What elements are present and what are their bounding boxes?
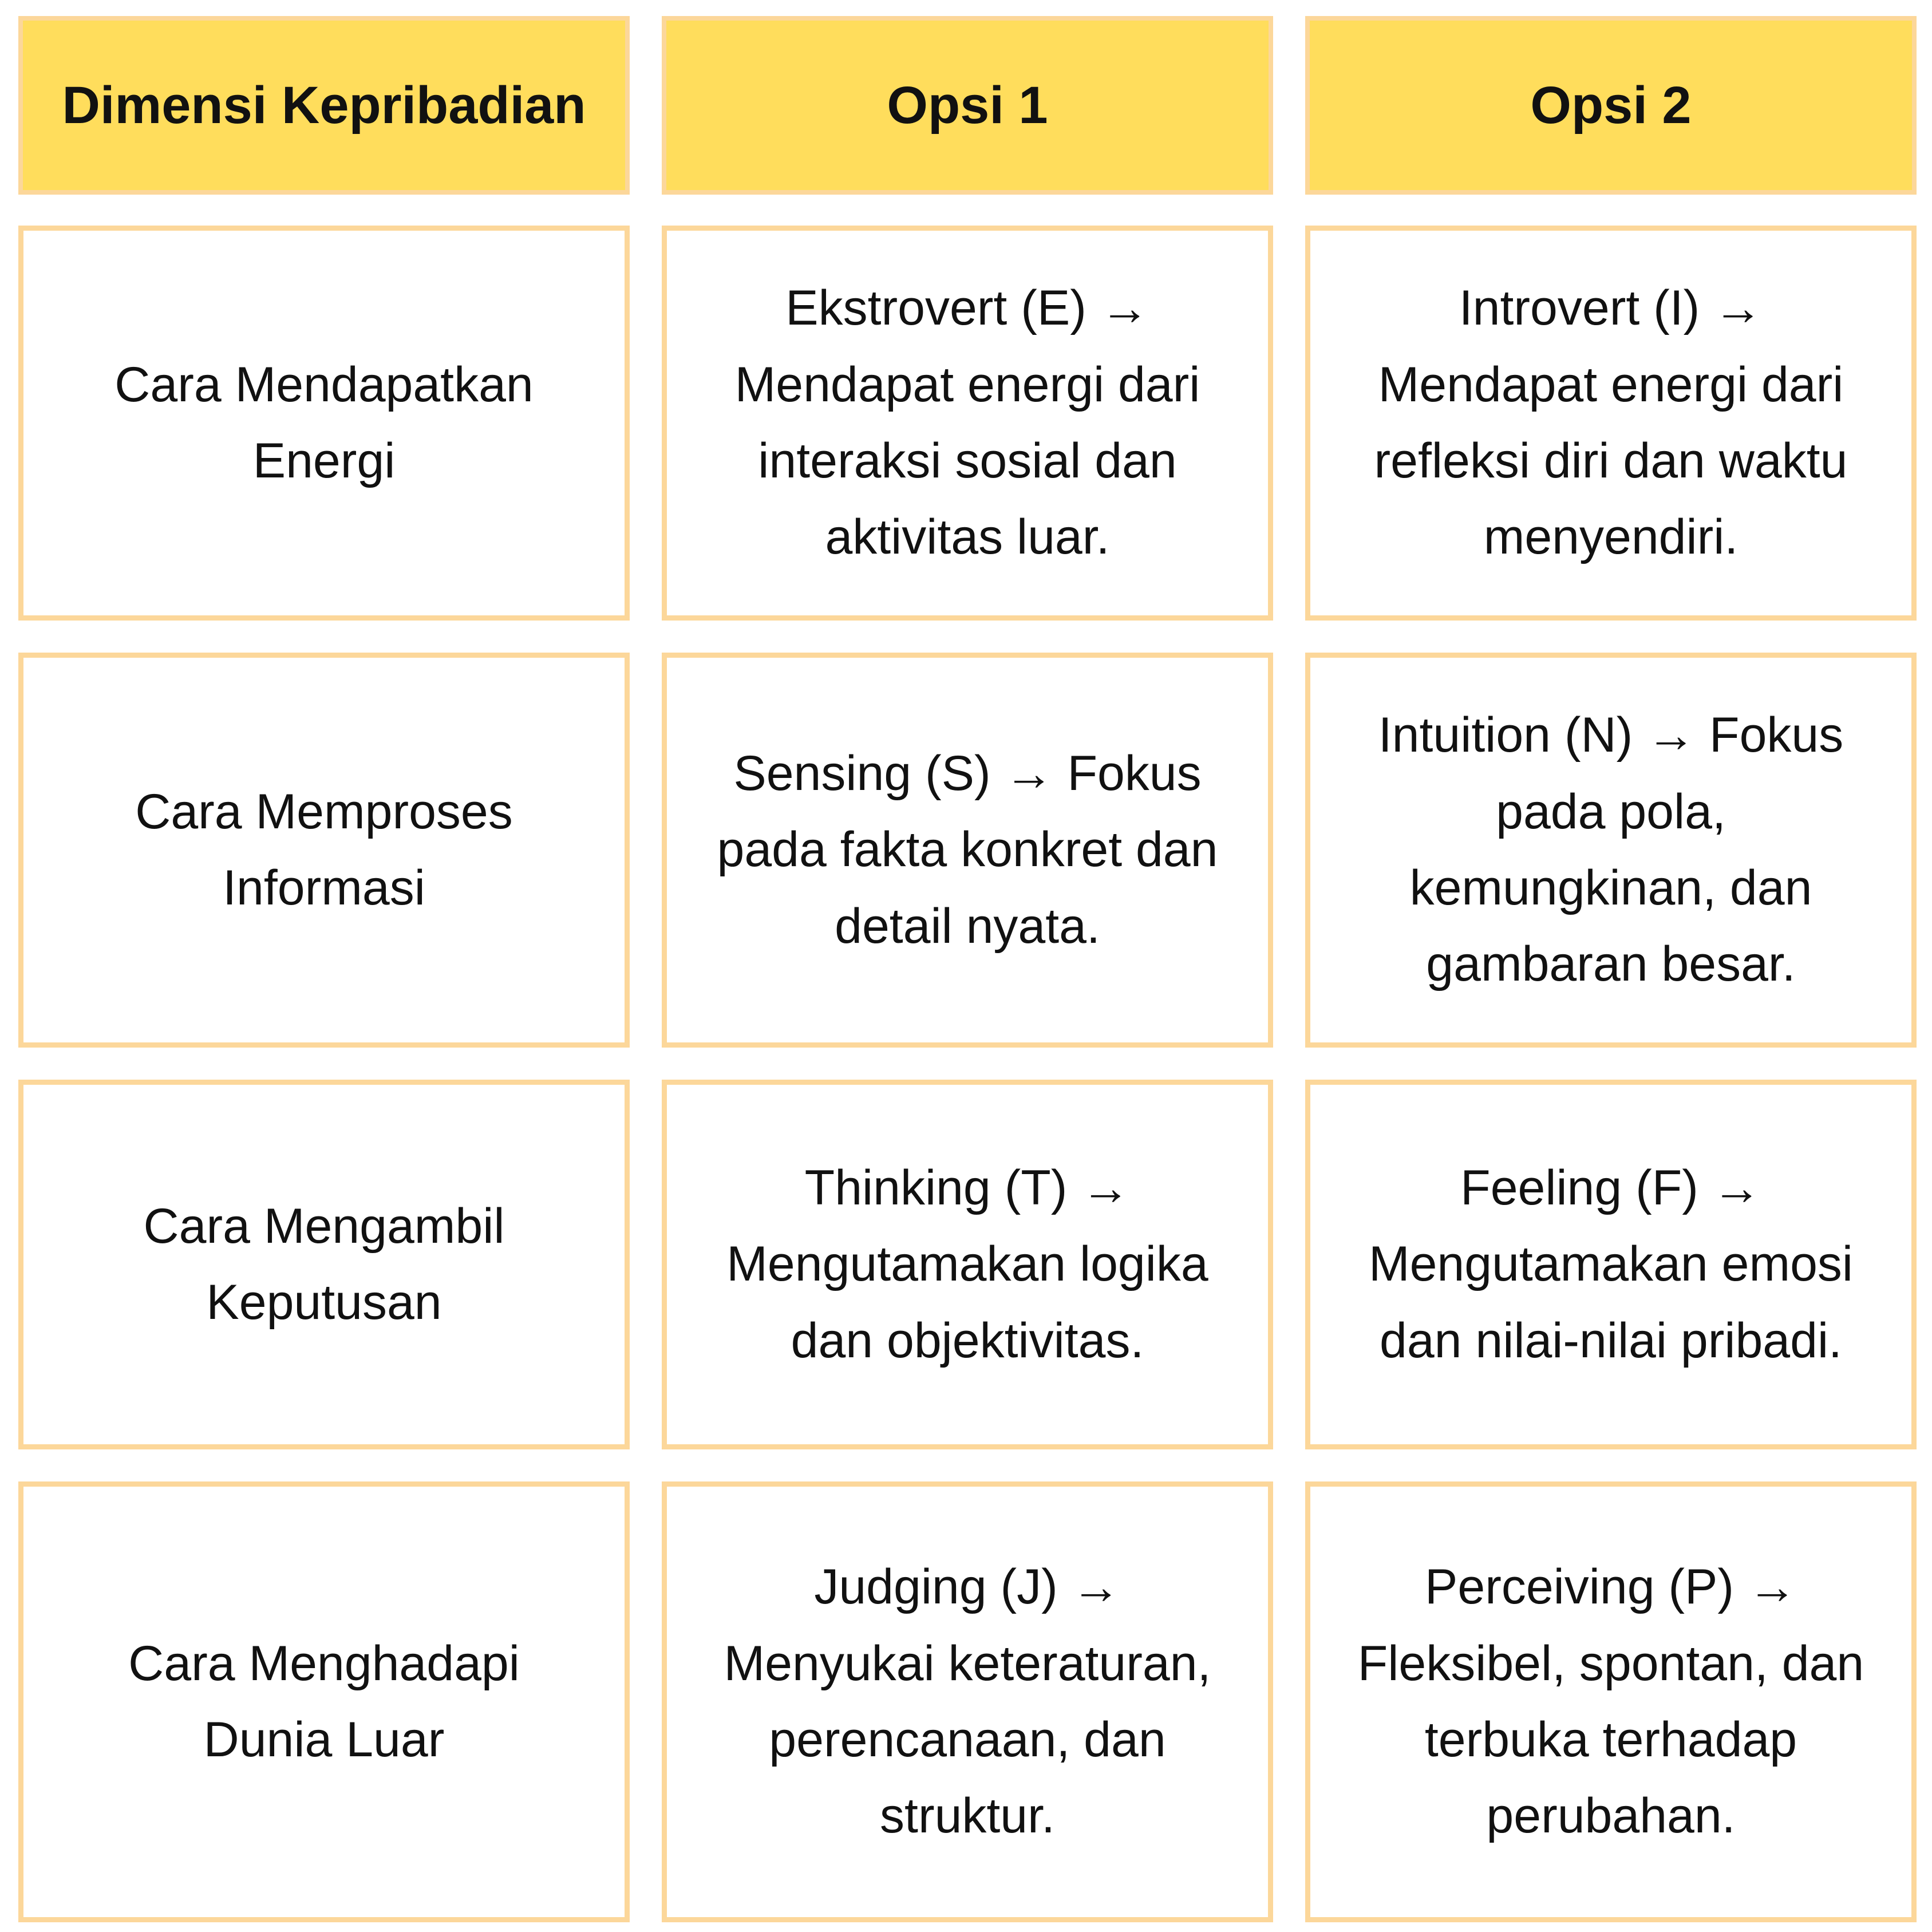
- header-opsi-1: [662, 16, 1273, 195]
- text-line: pada pola,: [1496, 784, 1726, 839]
- text-line: kemungkinan, dan: [1409, 860, 1812, 915]
- text-line: Mengutamakan emosi: [1368, 1236, 1854, 1292]
- text-line: struktur.: [880, 1788, 1055, 1844]
- text-line: Informasi: [223, 860, 425, 915]
- text-line: dan objektivitas.: [791, 1313, 1144, 1368]
- header-opsi-2: [1305, 16, 1917, 195]
- text-line: Mendapat energi dari: [734, 357, 1200, 412]
- dimension-cell-information: [18, 653, 630, 1048]
- option1-cell-extrovert: [662, 226, 1273, 621]
- text-line: perencanaan, dan: [769, 1712, 1166, 1767]
- dimension-cell-decisions: [18, 1080, 630, 1449]
- header-label: Opsi 1: [887, 76, 1048, 135]
- text-line: Mengutamakan logika: [726, 1236, 1208, 1292]
- dimension-cell-outer-world: [18, 1481, 630, 1922]
- text-line: Feeling (F) →: [1460, 1160, 1761, 1216]
- header-label: Dimensi Kepribadian: [62, 76, 586, 135]
- text-line: perubahan.: [1486, 1788, 1736, 1844]
- text-line: Cara Mengambil: [143, 1198, 505, 1254]
- text-line: Menyukai keteraturan,: [724, 1635, 1211, 1691]
- text-line: menyendiri.: [1483, 509, 1739, 565]
- text-line: Cara Menghadapi: [128, 1635, 520, 1691]
- text-line: Thinking (T) →: [804, 1160, 1131, 1216]
- text-line: Judging (J) →: [814, 1559, 1121, 1615]
- option2-cell-intuition: [1305, 653, 1917, 1048]
- text-line: Cara Mendapatkan: [114, 357, 534, 412]
- text-line: Fleksibel, spontan, dan: [1357, 1635, 1864, 1691]
- text-line: pada fakta konkret dan: [717, 822, 1218, 878]
- text-line: Keputusan: [206, 1275, 442, 1330]
- option1-cell-judging: [662, 1481, 1273, 1922]
- text-line: Perceiving (P) →: [1425, 1559, 1797, 1615]
- text-line: Sensing (S) → Fokus: [733, 746, 1202, 801]
- text-line: aktivitas luar.: [825, 509, 1110, 565]
- option2-cell-perceiving: [1305, 1481, 1917, 1922]
- option1-cell-sensing: [662, 653, 1273, 1048]
- option1-cell-thinking: [662, 1080, 1273, 1449]
- text-line: gambaran besar.: [1426, 937, 1796, 992]
- option2-cell-feeling: [1305, 1080, 1917, 1449]
- text-line: Intuition (N) → Fokus: [1378, 708, 1844, 763]
- text-line: refleksi diri dan waktu: [1374, 433, 1848, 488]
- text-line: Mendapat energi dari: [1378, 357, 1844, 412]
- text-line: terbuka terhadap: [1424, 1712, 1797, 1767]
- dimension-cell-energy: [18, 226, 630, 621]
- option2-cell-introvert: [1305, 226, 1917, 621]
- text-line: interaksi sosial dan: [758, 433, 1177, 488]
- header-dimensi-kepribadian: [18, 16, 630, 195]
- text-line: Energi: [252, 433, 396, 488]
- text-line: detail nyata.: [835, 898, 1100, 954]
- text-line: dan nilai-nilai pribadi.: [1380, 1313, 1842, 1368]
- text-line: Ekstrovert (E) →: [785, 280, 1149, 336]
- header-label: Opsi 2: [1530, 76, 1692, 135]
- text-line: Dunia Luar: [203, 1712, 445, 1767]
- text-line: Introvert (I) →: [1459, 280, 1763, 336]
- text-line: Cara Memproses: [135, 784, 513, 839]
